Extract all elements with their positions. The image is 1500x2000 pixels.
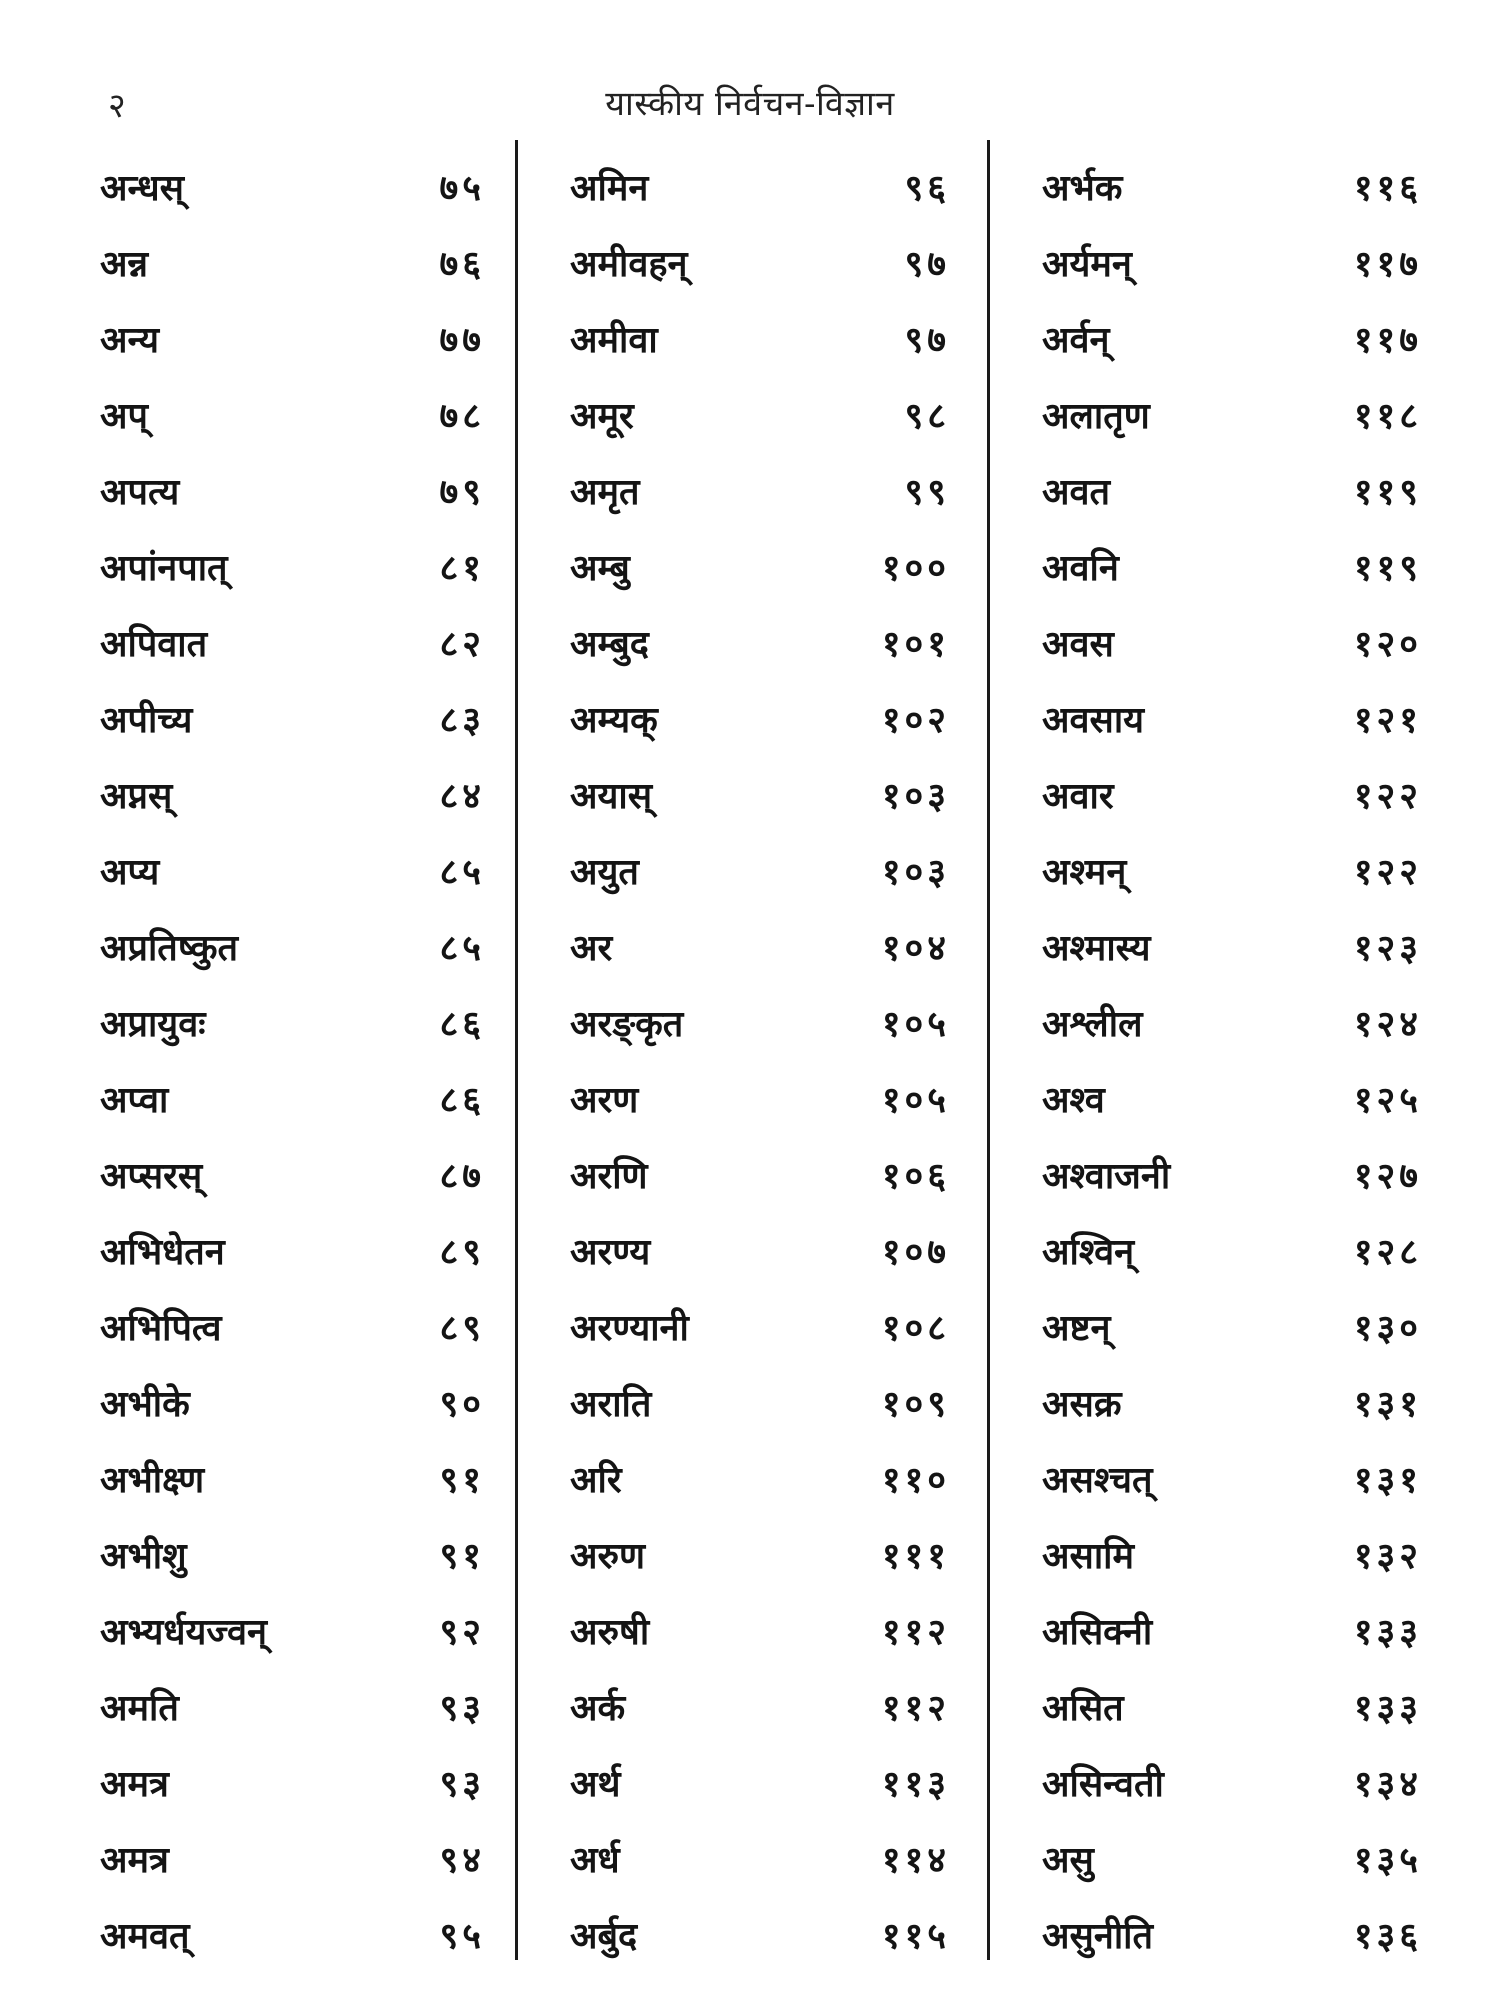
index-entry	[100, 986, 485, 1062]
index-entry	[570, 1594, 950, 1670]
index-page-number: ११४	[881, 1839, 950, 1881]
index-term: अवसाय	[1042, 699, 1145, 741]
index-entry	[1042, 1062, 1422, 1138]
index-page-number: १०३	[881, 775, 950, 817]
index-entry	[1042, 1366, 1422, 1442]
index-term: अश्विन्	[1042, 1231, 1135, 1273]
index-term: अर्बुद	[570, 1915, 638, 1957]
index-page-number: ८६	[439, 1079, 485, 1121]
index-entry	[1042, 1898, 1422, 1974]
index-entry	[100, 910, 485, 986]
index-entry	[570, 1822, 950, 1898]
index-page-number: १०८	[881, 1307, 950, 1349]
index-term: अमत्र	[100, 1839, 169, 1881]
index-page-number: १३१	[1353, 1459, 1422, 1501]
index-term: अश्व	[1042, 1079, 1105, 1121]
index-term: अपीच्य	[100, 699, 193, 741]
index-page-number: १०९	[881, 1383, 950, 1425]
index-term: अरण्य	[570, 1231, 651, 1273]
index-term: अश्मन्	[1042, 851, 1127, 893]
index-page-number: १२३	[1353, 927, 1422, 969]
index-term: अन्न	[100, 243, 149, 285]
index-entry	[100, 1290, 485, 1366]
index-page-number: १०६	[881, 1155, 950, 1197]
index-column-3	[1042, 150, 1422, 1974]
index-page-number: ११८	[1353, 395, 1422, 437]
index-term: अवस	[1042, 623, 1114, 665]
index-term: अश्मास्य	[1042, 927, 1151, 969]
index-entry	[1042, 758, 1422, 834]
index-page-number: ११५	[881, 1915, 950, 1957]
index-term: अभिधेतन	[100, 1231, 225, 1273]
index-term: अश्लील	[1042, 1003, 1143, 1045]
index-term: अमूर	[570, 395, 634, 437]
index-entry	[570, 1442, 950, 1518]
index-entry	[1042, 150, 1422, 226]
index-page-number: १३४	[1353, 1763, 1422, 1805]
index-entry	[100, 454, 485, 530]
index-term: अन्धस्	[100, 167, 184, 209]
index-term: अपांनपात्	[100, 547, 228, 589]
index-entry	[570, 1670, 950, 1746]
index-page-number: १२२	[1353, 851, 1422, 893]
index-term: अवनि	[1042, 547, 1119, 589]
index-entry	[570, 1290, 950, 1366]
index-term: अपिवात	[100, 623, 208, 665]
index-page-number: १०५	[881, 1079, 950, 1121]
index-column-2	[570, 150, 950, 1974]
index-page-number: ९७	[904, 243, 950, 285]
index-term: अवत	[1042, 471, 1111, 513]
index-term: अभीके	[100, 1383, 190, 1425]
index-entry	[570, 682, 950, 758]
index-entry	[1042, 378, 1422, 454]
index-page-number: ९०	[439, 1383, 485, 1425]
index-page-number: ९१	[439, 1459, 485, 1501]
index-page-number: ११६	[1353, 167, 1422, 209]
index-entry	[1042, 302, 1422, 378]
index-entry	[1042, 834, 1422, 910]
column-divider	[987, 140, 990, 1960]
index-page-number: ८७	[439, 1155, 485, 1197]
index-entry	[570, 1138, 950, 1214]
index-page-number: १३२	[1353, 1535, 1422, 1577]
index-entry	[570, 454, 950, 530]
index-term: अश्वाजनी	[1042, 1155, 1171, 1197]
index-entry	[570, 1366, 950, 1442]
index-entry	[100, 1442, 485, 1518]
index-page-number: ११७	[1353, 243, 1422, 285]
index-term: अर	[570, 927, 613, 969]
index-columns	[100, 140, 1430, 1960]
index-page-number: ८१	[439, 547, 485, 589]
index-page-number: ९७	[904, 319, 950, 361]
index-term: अप्नस्	[100, 775, 173, 817]
index-term: अरुषी	[570, 1611, 650, 1653]
index-page-number: ९२	[439, 1611, 485, 1653]
index-term: असिक्नी	[1042, 1611, 1153, 1653]
index-term: अरि	[570, 1459, 622, 1501]
index-term: अप्रतिष्कुत	[100, 927, 238, 969]
index-page-number: ९३	[439, 1763, 485, 1805]
index-page-number: १००	[881, 547, 950, 589]
index-entry	[100, 682, 485, 758]
index-page-number: ९३	[439, 1687, 485, 1729]
index-term: अर्भक	[1042, 167, 1123, 209]
index-entry	[100, 1518, 485, 1594]
index-term: अयुत	[570, 851, 639, 893]
index-term: अन्य	[100, 319, 160, 361]
index-term: असश्चत्	[1042, 1459, 1153, 1501]
index-page-number: १३६	[1353, 1915, 1422, 1957]
index-page-number: ११९	[1353, 547, 1422, 589]
index-term: अर्यमन्	[1042, 243, 1132, 285]
index-entry	[1042, 530, 1422, 606]
index-page-number: १३१	[1353, 1383, 1422, 1425]
index-entry	[100, 226, 485, 302]
index-term: अरुण	[570, 1535, 646, 1577]
index-page-number: १०१	[881, 623, 950, 665]
index-entry	[1042, 1214, 1422, 1290]
index-entry	[100, 378, 485, 454]
index-entry	[570, 302, 950, 378]
index-entry	[100, 1822, 485, 1898]
index-page-number: ११७	[1353, 319, 1422, 361]
index-entry	[100, 1062, 485, 1138]
index-entry	[570, 530, 950, 606]
index-entry	[570, 758, 950, 834]
index-entry	[1042, 1290, 1422, 1366]
index-column-1	[100, 150, 485, 1974]
index-term: अभ्यर्धयज्वन्	[100, 1611, 267, 1653]
index-page-number: १३५	[1353, 1839, 1422, 1881]
index-page-number: १२५	[1353, 1079, 1422, 1121]
index-page-number: १११	[881, 1535, 950, 1577]
index-page-number: ९८	[904, 395, 950, 437]
index-term: अम्बु	[570, 547, 630, 589]
index-entry	[1042, 1442, 1422, 1518]
index-term: अपत्य	[100, 471, 180, 513]
index-entry	[1042, 226, 1422, 302]
index-page-number: १२७	[1353, 1155, 1422, 1197]
index-entry	[100, 1138, 485, 1214]
index-entry	[1042, 1822, 1422, 1898]
index-page-number: १३३	[1353, 1687, 1422, 1729]
index-term: असु	[1042, 1839, 1094, 1881]
index-entry	[570, 1518, 950, 1594]
index-page-number: ११२	[881, 1687, 950, 1729]
index-page-number: ८४	[439, 775, 485, 817]
index-page-number: १०५	[881, 1003, 950, 1045]
index-page-number: १२१	[1353, 699, 1422, 741]
index-page-number: १०७	[881, 1231, 950, 1273]
index-page-number: ११९	[1353, 471, 1422, 513]
index-term: असक्र	[1042, 1383, 1122, 1425]
index-page-number: ११०	[881, 1459, 950, 1501]
index-term: अप्	[100, 395, 148, 437]
index-entry	[570, 226, 950, 302]
index-term: अभीक्ष्ण	[100, 1459, 205, 1501]
index-page-number: ७७	[439, 319, 485, 361]
index-term: अमत्र	[100, 1763, 169, 1805]
index-term: अर्ध	[570, 1839, 620, 1881]
index-page-number: ७५	[439, 167, 485, 209]
index-page-number: १०२	[881, 699, 950, 741]
index-term: असुनीति	[1042, 1915, 1153, 1957]
index-page-number: १२४	[1353, 1003, 1422, 1045]
index-page-number: ८२	[439, 623, 485, 665]
index-entry	[1042, 986, 1422, 1062]
index-term: अप्य	[100, 851, 160, 893]
index-page-number: १२०	[1353, 623, 1422, 665]
index-entry	[1042, 682, 1422, 758]
index-term: असित	[1042, 1687, 1124, 1729]
index-term: अप्सरस्	[100, 1155, 203, 1197]
index-entry	[570, 910, 950, 986]
index-entry	[570, 1746, 950, 1822]
index-term: अप्रायुवः	[100, 1003, 206, 1045]
index-term: असामि	[1042, 1535, 1135, 1577]
index-term: अराति	[570, 1383, 652, 1425]
index-page-number: ९९	[904, 471, 950, 513]
index-term: अमति	[100, 1687, 179, 1729]
index-term: अवार	[1042, 775, 1114, 817]
index-entry	[100, 758, 485, 834]
index-entry	[100, 1366, 485, 1442]
index-entry	[570, 378, 950, 454]
index-entry	[570, 150, 950, 226]
index-term: अमृत	[570, 471, 640, 513]
index-entry	[100, 834, 485, 910]
index-entry	[1042, 606, 1422, 682]
index-entry	[100, 150, 485, 226]
index-term: अमिन	[570, 167, 649, 209]
index-term: अरण	[570, 1079, 639, 1121]
index-term: अमीवा	[570, 319, 658, 361]
index-entry	[570, 606, 950, 682]
index-entry	[570, 1062, 950, 1138]
index-term: अभिपित्व	[100, 1307, 222, 1349]
index-page-number: १०४	[881, 927, 950, 969]
index-term: अभीशु	[100, 1535, 187, 1577]
page-number: २	[108, 86, 126, 126]
index-term: अमीवहन्	[570, 243, 688, 285]
index-page-number: ७८	[439, 395, 485, 437]
index-page-number: १०३	[881, 851, 950, 893]
index-entry	[570, 1214, 950, 1290]
index-entry	[1042, 1594, 1422, 1670]
index-term: अरङ्कृत	[570, 1003, 684, 1045]
index-page-number: ८५	[439, 851, 485, 893]
index-entry	[100, 530, 485, 606]
index-entry	[100, 302, 485, 378]
index-page-number: ७९	[439, 471, 485, 513]
index-page-number: ८९	[439, 1231, 485, 1273]
index-page-number: ८५	[439, 927, 485, 969]
index-entry	[100, 1214, 485, 1290]
index-entry	[100, 1670, 485, 1746]
index-term: अरणि	[570, 1155, 648, 1197]
index-term: अष्टन्	[1042, 1307, 1111, 1349]
index-page-number: ९५	[439, 1915, 485, 1957]
index-page-number: १३३	[1353, 1611, 1422, 1653]
index-page-number: १२२	[1353, 775, 1422, 817]
index-term: अयास्	[570, 775, 653, 817]
index-entry	[1042, 1670, 1422, 1746]
index-entry	[1042, 454, 1422, 530]
index-term: अर्वन्	[1042, 319, 1110, 361]
index-page-number: ११३	[881, 1763, 950, 1805]
index-entry	[100, 1746, 485, 1822]
running-title: यास्कीय निर्वचन-विज्ञान	[605, 84, 895, 124]
index-page-number: १२८	[1353, 1231, 1422, 1273]
index-term: असिन्वती	[1042, 1763, 1164, 1805]
index-entry	[100, 606, 485, 682]
index-term: अम्बुद	[570, 623, 649, 665]
index-term: अलातृण	[1042, 395, 1150, 437]
index-entry	[100, 1594, 485, 1670]
index-term: अरण्यानी	[570, 1307, 689, 1349]
index-entry	[570, 986, 950, 1062]
index-term: अर्क	[570, 1687, 626, 1729]
index-page-number: ८६	[439, 1003, 485, 1045]
index-term: अर्थ	[570, 1763, 621, 1805]
index-term: अप्वा	[100, 1079, 169, 1121]
index-page-number: ८३	[439, 699, 485, 741]
index-term: अम्यक्	[570, 699, 658, 741]
index-page-number: ९६	[904, 167, 950, 209]
index-entry	[100, 1898, 485, 1974]
index-entry	[1042, 1746, 1422, 1822]
index-entry	[570, 1898, 950, 1974]
index-page-number: ११२	[881, 1611, 950, 1653]
index-term: अमवत्	[100, 1915, 190, 1957]
index-entry	[1042, 910, 1422, 986]
index-page-number: ७६	[439, 243, 485, 285]
index-page-number: ९४	[439, 1839, 485, 1881]
index-page-number: ९१	[439, 1535, 485, 1577]
index-page-number: ८९	[439, 1307, 485, 1349]
column-divider	[515, 140, 518, 1960]
index-page-number: १३०	[1353, 1307, 1422, 1349]
index-entry	[1042, 1138, 1422, 1214]
index-entry	[570, 834, 950, 910]
index-entry	[1042, 1518, 1422, 1594]
